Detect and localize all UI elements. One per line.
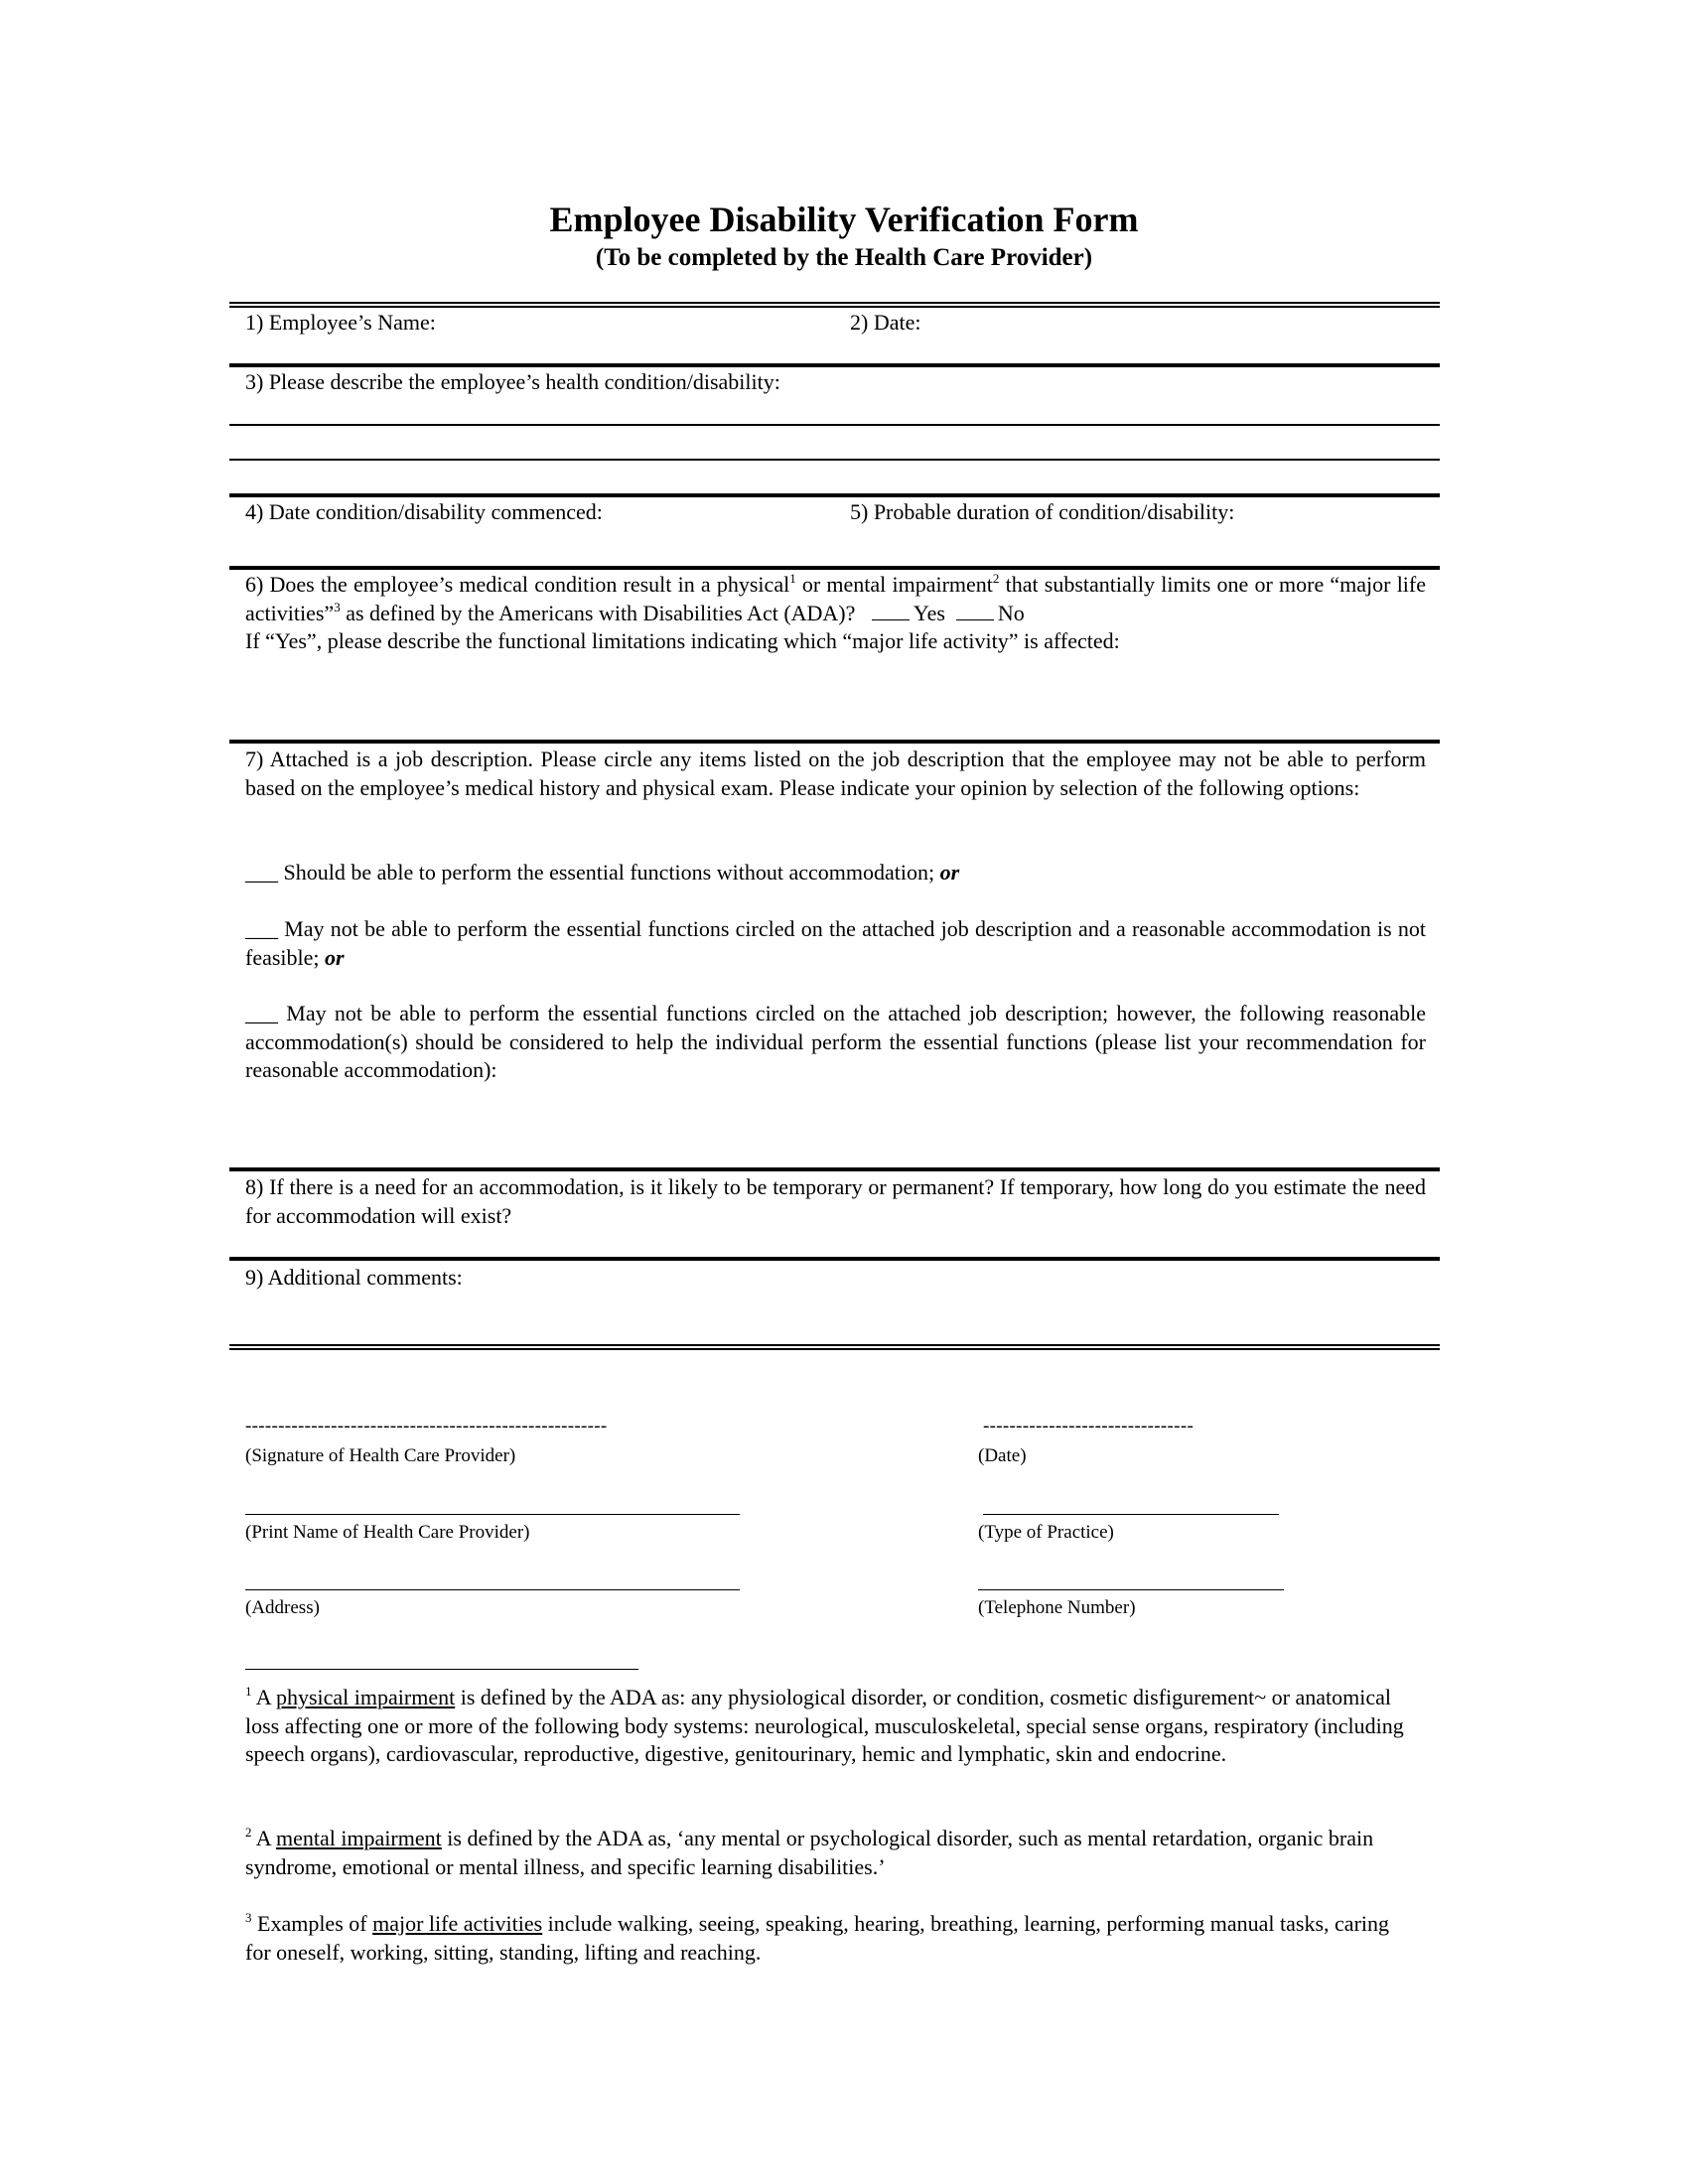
option-text: May not be able to perform the essential functions circled on the attached job description; however, the following reasonable accommodation(s) should be considered to help the individual perform the essential functions (please list your recommendation for reasonable accommodation): xyxy=(245,1001,1427,1083)
telephone-line[interactable] xyxy=(978,1589,1284,1590)
footnote-3 xyxy=(245,1910,1417,1967)
footnote-text: A xyxy=(251,1685,276,1709)
divider xyxy=(229,1257,1440,1261)
health-condition-label: 3) Please describe the employee’s health condition/disability: xyxy=(245,369,780,394)
footnote-text: include walking, seeing, speaking, hearing, breathing, learning, performing manual tasks, caring for oneself, working, sitting, standing, lifting and reaching. xyxy=(245,1911,1390,1965)
address-line[interactable] xyxy=(245,1589,740,1590)
type-of-practice-line[interactable] xyxy=(983,1514,1279,1515)
footnote-1 xyxy=(245,1684,1417,1769)
footnote-text: A xyxy=(251,1826,276,1850)
q6-text: or mental impairment xyxy=(795,572,993,597)
divider xyxy=(229,566,1440,570)
q7-intro: 7) Attached is a job description. Please circle any items listed on the job description that the employee may not be able to perform based on the employee’s medical history and physical exam. Please indicate your opinion by selection of the following options: xyxy=(245,747,1426,800)
q6-question xyxy=(245,571,1426,656)
date-label: 2) Date: xyxy=(850,310,921,335)
no-blank[interactable] xyxy=(956,602,994,620)
footnote-number: 2 xyxy=(245,1825,252,1840)
option-blank[interactable]: ___ xyxy=(245,916,278,941)
signature-line[interactable]: ------------------------------------------------------- xyxy=(245,1416,608,1436)
address-label: (Address) xyxy=(245,1597,320,1618)
signature-date-line[interactable]: -------------------------------- xyxy=(983,1416,1195,1436)
q6-followup: If “Yes”, please describe the functional limitations indicating which “major life activity” is affected: xyxy=(245,628,1120,654)
q6-text: that substantially limits one or more “major life activities” xyxy=(245,572,1427,625)
additional-comments-label: 9) Additional comments: xyxy=(245,1265,463,1290)
form-title: Employee Disability Verification Form xyxy=(549,200,1139,239)
footnote-number: 1 xyxy=(245,1684,252,1699)
print-name-line[interactable] xyxy=(245,1514,740,1515)
footnote-term: mental impairment xyxy=(275,1826,442,1850)
employee-name-label: 1) Employee’s Name: xyxy=(245,310,436,335)
q6-text: as defined by the Americans with Disabilities Act (ADA)? xyxy=(340,600,856,625)
option-blank[interactable]: ___ xyxy=(245,860,278,885)
footnote-ref: 1 xyxy=(789,571,796,586)
footnote-separator xyxy=(245,1669,638,1670)
q7-option-2 xyxy=(245,915,1426,972)
q8-question: 8) If there is a need for an accommodation, is it likely to be temporary or permanent? If temporary, how long do you estimate the need for accommodation will exist? xyxy=(245,1174,1426,1228)
divider xyxy=(229,1167,1440,1171)
signature-label: (Signature of Health Care Provider) xyxy=(245,1445,516,1466)
yes-blank[interactable] xyxy=(872,602,910,620)
footnote-text: Examples of xyxy=(251,1911,373,1936)
date-commenced-label: 4) Date condition/disability commenced: xyxy=(245,499,603,524)
yes-option: Yes xyxy=(913,600,945,625)
option-text: Should be able to perform the essential functions without accommodation; xyxy=(283,860,935,885)
no-option: No xyxy=(997,600,1025,625)
footnote-term: major life activities xyxy=(372,1911,543,1936)
footnote-text: is defined by the ADA as, ‘any mental or psychological disorder, such as mental retardation, organic brain syndrome, emotional or mental illness, and specific learning disabilities.’ xyxy=(245,1826,1374,1879)
footnote-term: physical impairment xyxy=(275,1685,456,1709)
or-text: or xyxy=(325,944,345,970)
divider xyxy=(229,1344,1440,1350)
print-name-label: (Print Name of Health Care Provider) xyxy=(245,1522,530,1543)
q7-option-1 xyxy=(245,859,1426,887)
form-subtitle: (To be completed by the Health Care Provider) xyxy=(595,244,1093,271)
divider xyxy=(229,740,1440,744)
footnote-number: 3 xyxy=(245,1910,252,1925)
answer-line[interactable] xyxy=(229,459,1440,461)
probable-duration-label: 5) Probable duration of condition/disability: xyxy=(850,499,1235,524)
telephone-label: (Telephone Number) xyxy=(978,1597,1136,1618)
or-text: or xyxy=(939,860,960,885)
type-of-practice-label: (Type of Practice) xyxy=(978,1522,1114,1543)
option-blank[interactable]: ___ xyxy=(245,1001,278,1025)
footnote-2 xyxy=(245,1825,1417,1881)
q7-option-3 xyxy=(245,1000,1426,1085)
q6-text: 6) Does the employee’s medical condition result in a physical xyxy=(245,572,790,597)
footnote-text: is defined by the ADA as: any physiological disorder, or condition, cosmetic disfigurement~ or anatomical loss affecting one or more of the following body systems: neurological, musculoskeletal, special sense organs, respiratory (including speech organs), cardiovascular, reproductive, digestive, genitourinary, hemic and lymphatic, skin and endocrine. xyxy=(245,1685,1404,1767)
signature-date-label: (Date) xyxy=(978,1445,1027,1466)
option-text: May not be able to perform the essential functions circled on the attached job description and a reasonable accommodation is not feasible; xyxy=(245,916,1426,970)
footnote-ref: 2 xyxy=(992,571,1000,586)
footnote-ref: 3 xyxy=(334,599,341,614)
answer-line[interactable] xyxy=(229,424,1440,426)
